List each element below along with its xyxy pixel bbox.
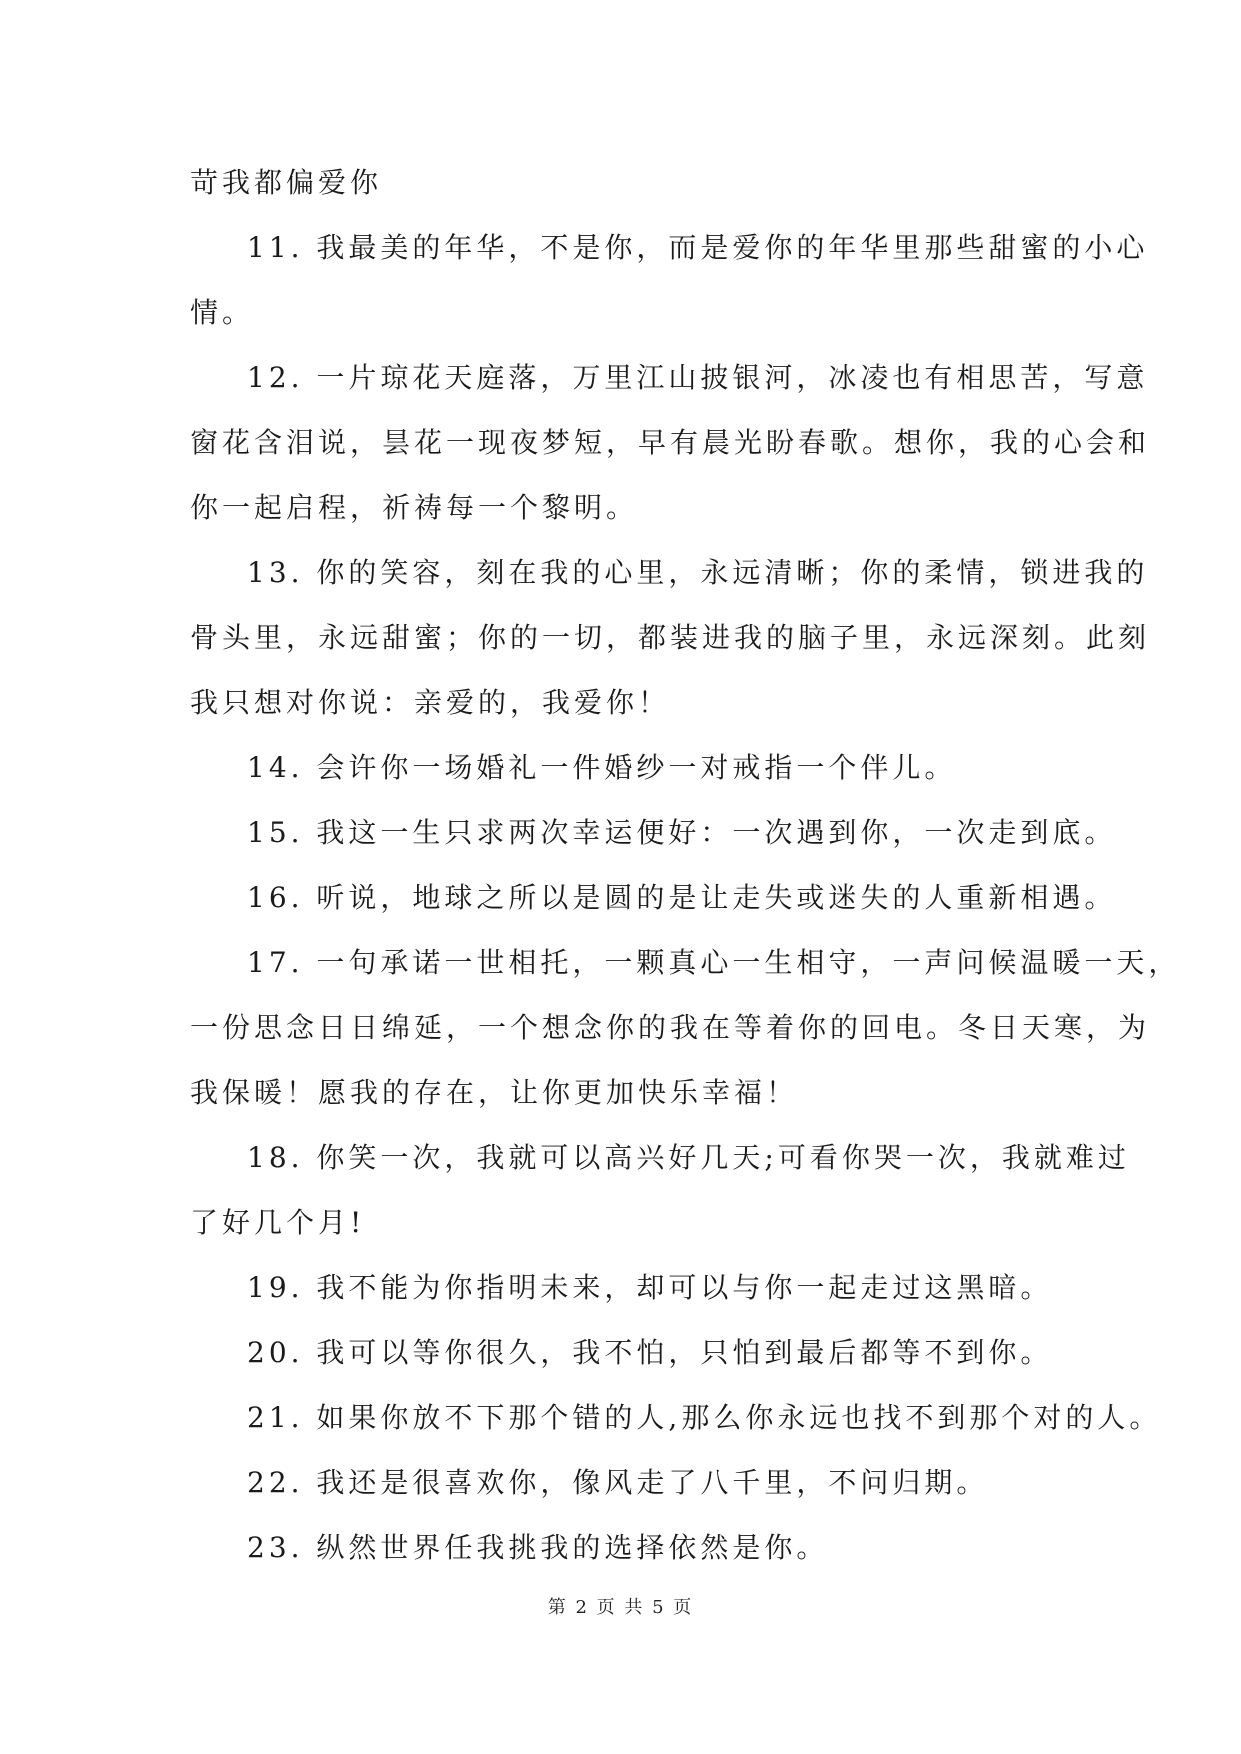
text-line-item-20: 20. 我可以等你很久，我不怕，只怕到最后都等不到你。 (247, 1336, 1053, 1369)
text-line-item-19: 19. 我不能为你指明未来，却可以与你一起走过这黑暗。 (247, 1271, 1053, 1304)
text-line: 我保暖！愿我的存在，让你更加快乐幸福！ (190, 1076, 799, 1109)
text-line-item-15: 15. 我这一生只求两次幸运便好：一次遇到你，一次走到底。 (247, 816, 1117, 849)
text-line-item-17: 17. 一句承诺一世相托，一颗真心一生相守，一声问候温暖一天， (247, 946, 1181, 979)
text-line-item-22: 22. 我还是很喜欢你，像风走了八千里，不问归期。 (247, 1466, 989, 1499)
text-line: 我只想对你说：亲爱的，我爱你！ (190, 686, 671, 719)
text-line: 你一起启程，祈祷每一个黎明。 (190, 491, 639, 524)
text-line: 苛我都偏爱你 (190, 166, 383, 199)
text-line-item-14: 14. 会许你一场婚礼一件婚纱一对戒指一个伴儿。 (247, 751, 957, 784)
text-line-item-23: 23. 纵然世界任我挑我的选择依然是你。 (247, 1531, 829, 1564)
text-line-item-13: 13. 你的笑容，刻在我的心里，永远清晰；你的柔情，锁进我的 (247, 556, 1149, 589)
text-line: 一份思念日日绵延，一个想念你的我在等着你的回电。冬日天寒，为 (190, 1011, 1151, 1044)
document-body (190, 150, 1181, 1580)
text-line-item-18: 18. 你笑一次，我就可以高兴好几天;可看你哭一次，我就难过 (247, 1141, 1130, 1174)
text-line: 了好几个月! (190, 1206, 366, 1239)
text-line-item-12: 12. 一片琼花天庭落，万里江山披银河，冰凌也有相思苦，写意 (247, 361, 1149, 394)
text-line: 情。 (190, 296, 255, 329)
text-line: 窗花含泪说，昙花一现夜梦短，早有晨光盼春歌。想你，我的心会和 (190, 426, 1151, 459)
text-line-item-21: 21. 如果你放不下那个错的人,那么你永远也找不到那个对的人。 (247, 1401, 1162, 1434)
page-number-footer: 第 2 页 共 5 页 (547, 1597, 694, 1618)
text-line: 骨头里，永远甜蜜；你的一切，都装进我的脑子里，永远深刻。此刻 (190, 621, 1151, 654)
text-line-item-16: 16. 听说，地球之所以是圆的是让走失或迷失的人重新相遇。 (247, 881, 1117, 914)
text-line-item-11: 11. 我最美的年华，不是你，而是爱你的年华里那些甜蜜的小心 (247, 231, 1149, 264)
